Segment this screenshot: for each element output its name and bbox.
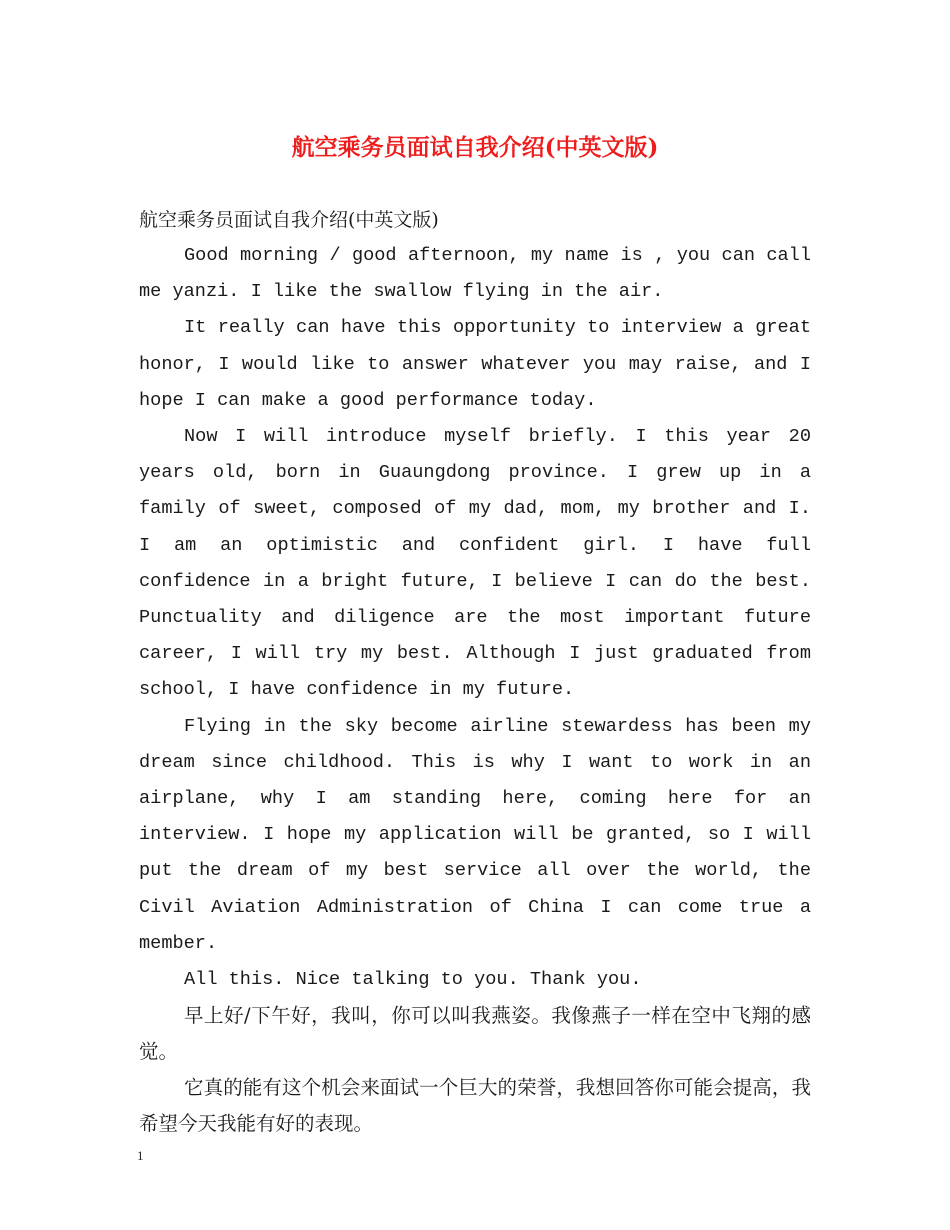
english-paragraph-opportunity: It really can have this opportunity to interview a great honor, I would like to answer whatever you may raise, and I hope I can make a good performance today. — [139, 317, 811, 411]
chinese-paragraph-opportunity: 它真的能有这个机会来面试一个巨大的荣誉，我想回答你可能会提高，我希望今天我能有好的表现。 — [139, 1076, 811, 1136]
document-body — [139, 202, 811, 1142]
document-title: 航空乘务员面试自我介绍(中英文版) — [291, 134, 659, 161]
page-number: 1 — [137, 1148, 144, 1163]
english-paragraph-dream: Flying in the sky become airline stewardess has been my dream since childhood. This is why I want to work in an airplane, why I am standing here, coming here for an interview. I hope my application will be granted, so I will put the dream of my best service all over the world, the Civil Aviation Administration of China I can come true a member. — [139, 715, 811, 954]
english-paragraph-closing: All this. Nice talking to you. Thank you. — [184, 969, 642, 991]
english-paragraph-greeting: Good morning / good afternoon, my name is , you can call me yanzi. I like the swallow flying in the air. — [139, 245, 811, 303]
chinese-paragraph-greeting: 早上好/下午好，我叫，你可以叫我燕姿。我像燕子一样在空中飞翔的感觉。 — [139, 1004, 811, 1064]
english-paragraph-introduction: Now I will introduce myself briefly. I this year 20 years old, born in Guaungdong province. I grew up in a family of sweet, composed of my dad, mom, my brother and I. I am an optimistic and confident girl. I have full confidence in a bright future, I believe I can do the best. Punctuality and diligence are the most important future career, I will try my best. Although I just graduated from school, I have confidence in my future. — [139, 426, 811, 701]
document-subtitle: 航空乘务员面试自我介绍(中英文版) — [139, 209, 439, 231]
